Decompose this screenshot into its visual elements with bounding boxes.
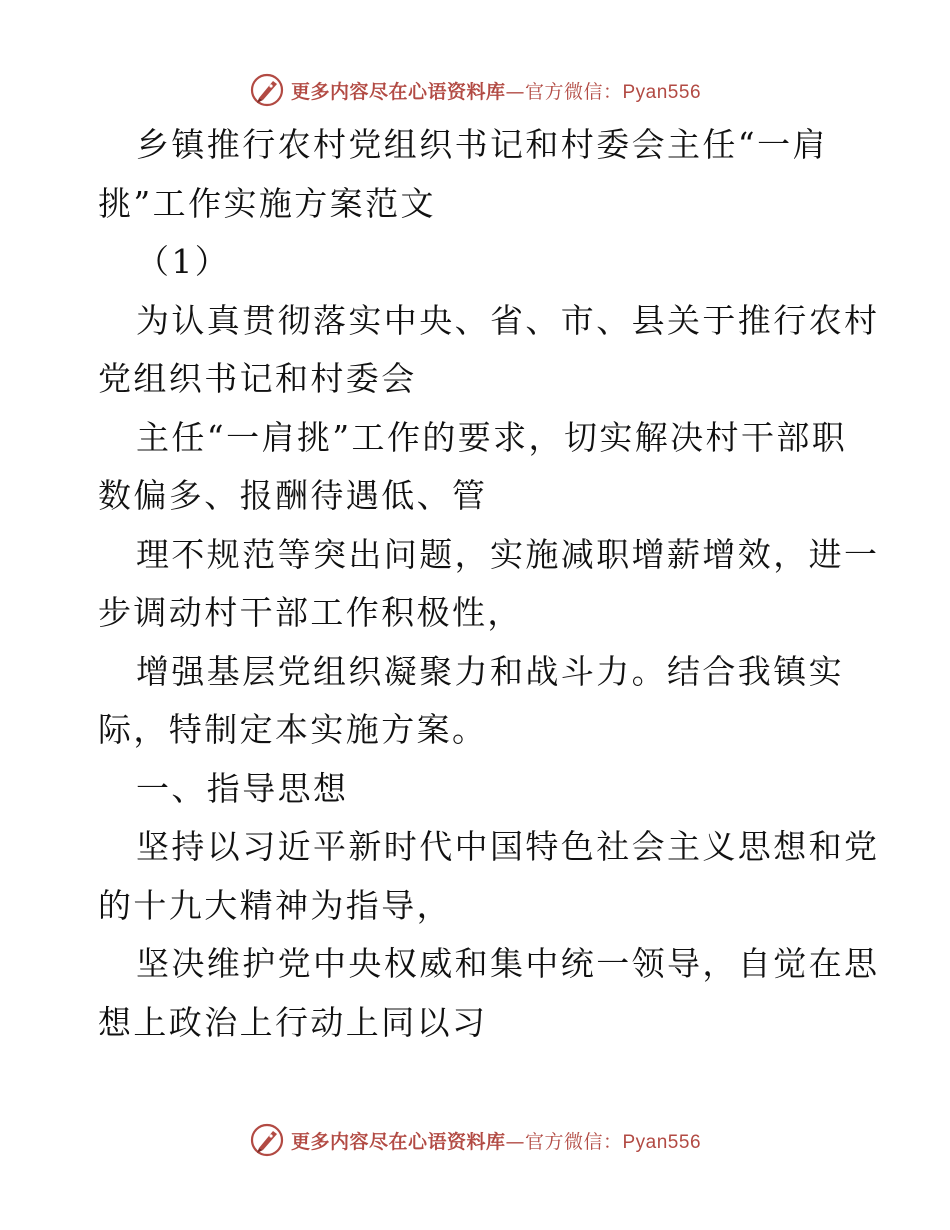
body-line: 数偏多、报酬待遇低、管 bbox=[98, 476, 488, 515]
body-line: 为认真贯彻落实中央、省、市、县关于推行农村 bbox=[136, 300, 880, 340]
body-line: 党组织书记和村委会 bbox=[98, 359, 417, 398]
body-line: 增强基层党组织凝聚力和战斗力。结合我镇实 bbox=[136, 651, 844, 691]
pen-logo-icon bbox=[249, 1122, 285, 1158]
watermark-wechat-label: 官方微信： bbox=[524, 80, 623, 103]
watermark-wechat-id: Pyan556 bbox=[622, 81, 702, 103]
body-line: 想上政治上行动上同以习 bbox=[98, 1002, 488, 1042]
document-body bbox=[98, 116, 880, 1052]
watermark-wechat-label: 官方微信： bbox=[524, 1130, 623, 1153]
body-line: 主任“一肩挑”工作的要求，切实解决村干部职 bbox=[136, 417, 848, 457]
body-line: 步调动村干部工作积极性， bbox=[98, 593, 523, 632]
body-line: 理不规范等突出问题，实施减职增薪增效，进一 bbox=[136, 534, 880, 574]
header-watermark bbox=[0, 70, 950, 110]
watermark-separator: — bbox=[505, 80, 525, 103]
body-line: 坚决维护党中央权威和集中统一领导，自觉在思 bbox=[136, 944, 880, 983]
title-line-2: 挑”工作实施方案范文 bbox=[98, 183, 436, 223]
watermark-separator: — bbox=[505, 1130, 525, 1153]
footer-watermark bbox=[0, 1120, 950, 1160]
watermark-wechat-id: Pyan556 bbox=[622, 1131, 702, 1153]
section-heading: 一、指导思想 bbox=[136, 768, 349, 808]
watermark-site: 更多内容尽在心语资料库 bbox=[290, 80, 506, 103]
pen-logo-icon bbox=[249, 72, 285, 108]
body-line: 际，特制定本实施方案。 bbox=[98, 710, 488, 749]
section-number: （1） bbox=[136, 242, 231, 281]
body-line: 坚持以习近平新时代中国特色社会主义思想和党 bbox=[136, 827, 880, 866]
watermark-site: 更多内容尽在心语资料库 bbox=[290, 1130, 506, 1153]
title-line-1: 乡镇推行农村党组织书记和村委会主任“一肩 bbox=[136, 125, 828, 164]
body-line: 的十九大精神为指导， bbox=[98, 885, 452, 925]
